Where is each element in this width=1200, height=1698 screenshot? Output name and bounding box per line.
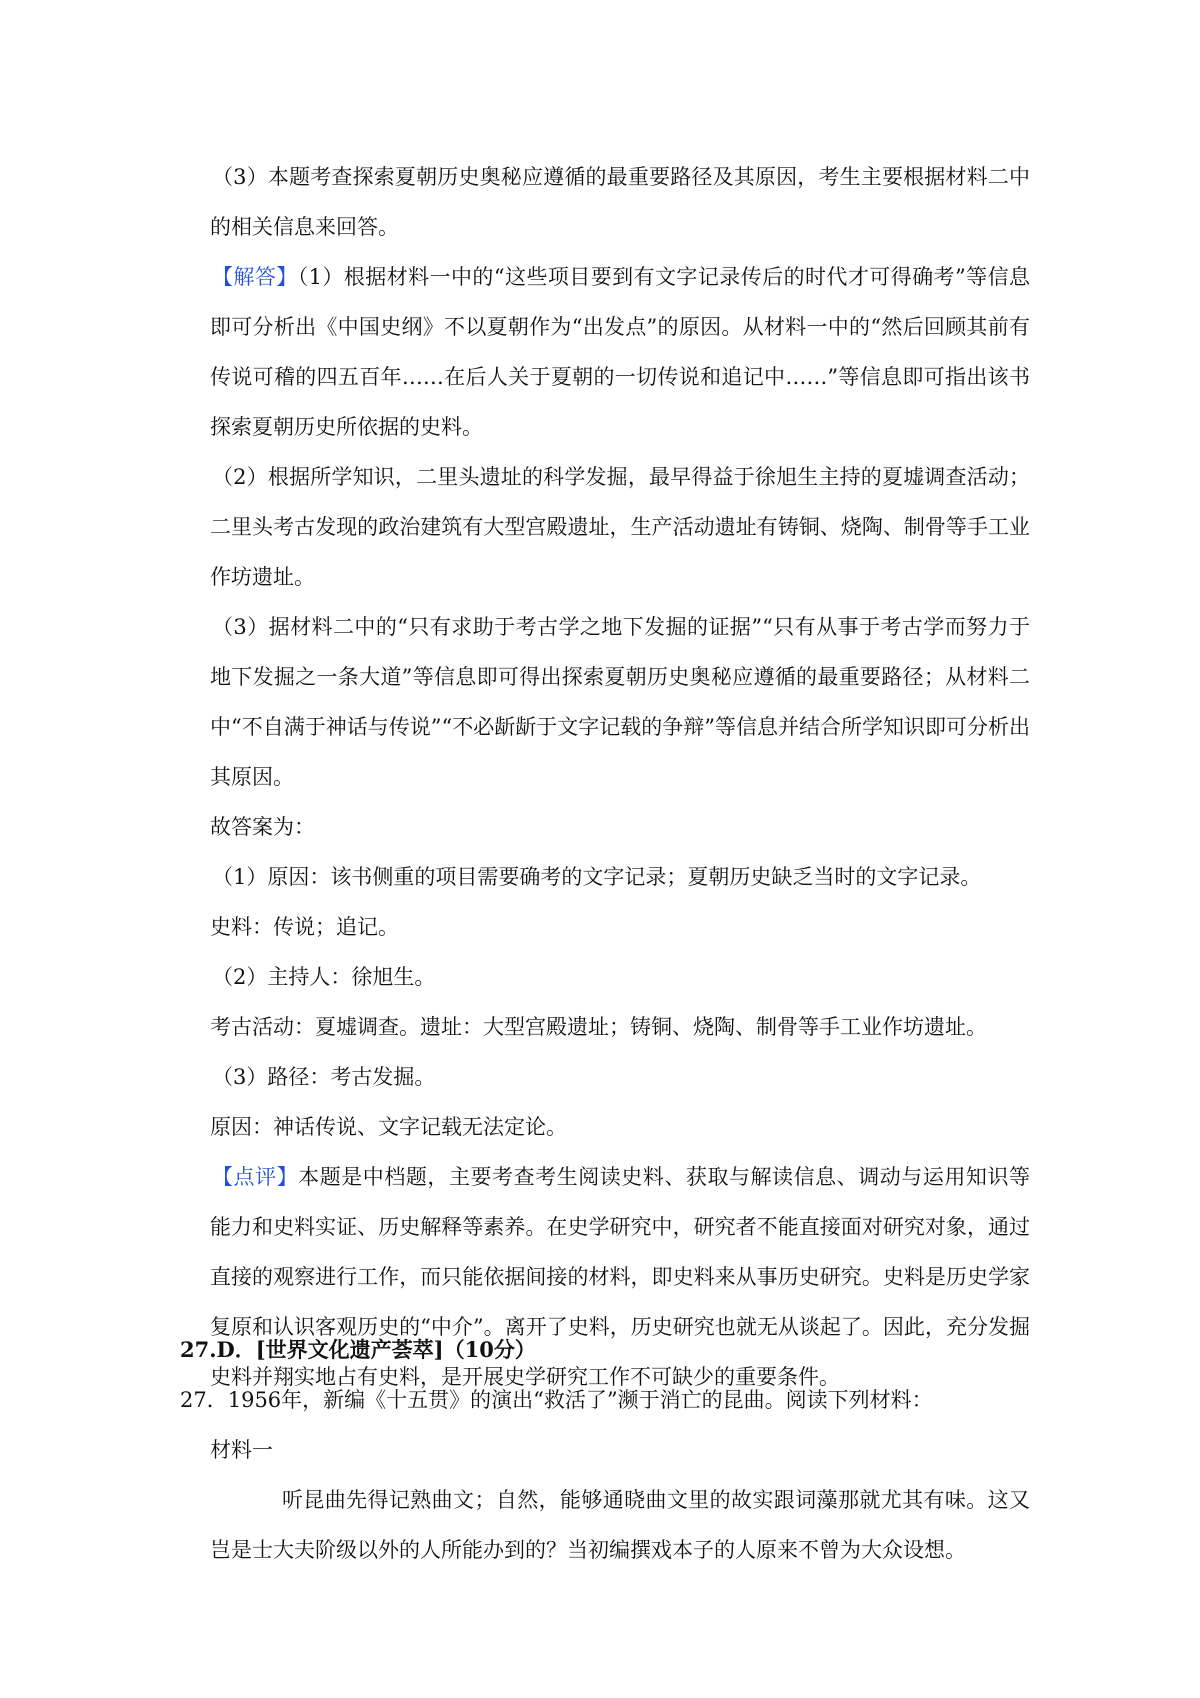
- answer-item-3-reason: 原因：神话传说、文字记载无法定论。: [210, 1115, 567, 1139]
- answer-paragraph-3: （3）据材料二中的“只有求助于考古学之地下发掘的证据”“只有从事于考古学而努力于地下发掘之一条大道”等信息即可得出探索夏朝历史奥秘应遵循的最重要路径；从材料二中“不自满于神话与传说”“不必龂龂于文字记载的争辩”等信息并结合所学知识即可分析出其原因。: [210, 615, 1030, 789]
- answer-item-1-sources: 史料：传说；追记。: [210, 915, 399, 939]
- answer-tag: 【解答】: [212, 265, 298, 289]
- answer-paragraph-1: 【解答】（1）根据材料一中的“这些项目要到有文字记录传后的时代才可得确考”等信息即可分析出《中国史纲》不以夏朝作为“出发点”的原因。从材料一中的“然后回顾其前有传说可稽的四五百年……在后人关于夏朝的一切传说和追记中……”等信息即可指出该书探索夏朝历史所依据的史料。: [210, 265, 1030, 439]
- question-27-stem: 27．1956年，新编《十五贯》的演出“救活了”濒于消亡的昆曲。阅读下列材料：: [180, 1388, 933, 1412]
- answer-item-3-path: （3）路径：考古发掘。: [212, 1065, 436, 1089]
- answer-item-1-reason: （1）原因：该书侧重的项目需要确考的文字记录；夏朝历史缺乏当时的文字记录。: [212, 865, 982, 889]
- comment-tag: 【点评】: [212, 1165, 299, 1189]
- material-block: [210, 1425, 1030, 1575]
- material-text: 听昆曲先得记熟曲文；自然，能够通晓曲文里的故实跟词藻那就尤其有味。这又岂是士大夫阶级以外的人所能办到的？当初编撰戏本子的人原来不曾为大众设想。: [210, 1488, 1030, 1562]
- answer-item-2-activity: 考古活动：夏墟调查。遗址：大型宫殿遗址；铸铜、烧陶、制骨等手工业作坊遗址。: [210, 1015, 987, 1039]
- material-label: 材料一: [210, 1438, 273, 1462]
- section-title: 27.D．[世界文化遗产荟萃]（10分）: [180, 1337, 536, 1362]
- answer-body: [210, 152, 1030, 1402]
- comment-paragraph: 【点评】本题是中档题，主要考查考生阅读史料、获取与解读信息、调动与运用知识等能力和史料实证、历史解释等素养。在史学研究中，研究者不能直接面对研究对象，通过直接的观察进行工作，而只能依据间接的材料，即史料来从事历史研究。史料是历史学家复原和认识客观历史的“中介”。离开了史料，历史研究也就无从谈起了。因此，充分发掘史料并翔实地占有史料，是开展史学研究工作不可缺少的重要条件。: [210, 1165, 1031, 1389]
- answer-lead: 故答案为：: [210, 815, 315, 839]
- answer-paragraph-2: （2）根据所学知识，二里头遗址的科学发掘，最早得益于徐旭生主持的夏墟调查活动；二里头考古发现的政治建筑有大型宫殿遗址，生产活动遗址有铸铜、烧陶、制骨等手工业作坊遗址。: [210, 465, 1030, 589]
- answer-item-2-host: （2）主持人：徐旭生。: [212, 965, 436, 989]
- analysis-part-3: （3）本题考查探索夏朝历史奥秘应遵循的最重要路径及其原因，考生主要根据材料二中的相关信息来回答。: [210, 165, 1030, 239]
